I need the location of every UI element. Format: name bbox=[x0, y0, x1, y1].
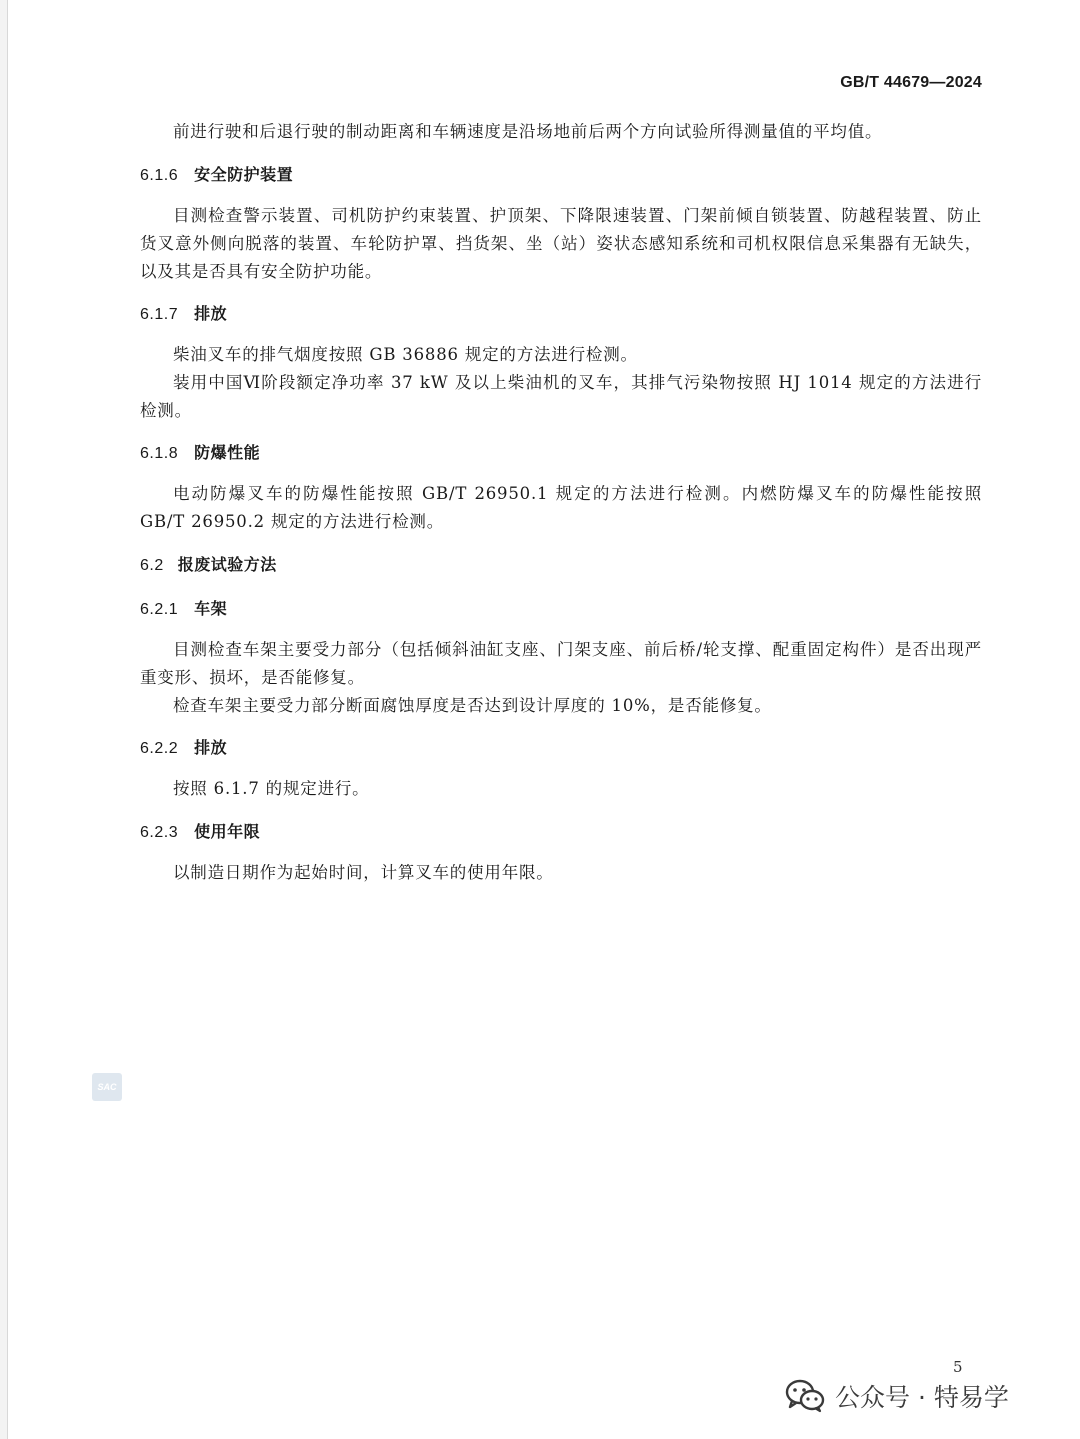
section-number: 6.1.8 bbox=[140, 445, 179, 462]
section-title: 排放 bbox=[194, 740, 228, 757]
section-number: 6.2.2 bbox=[140, 740, 179, 757]
section-heading-6-2 bbox=[140, 552, 277, 575]
section-number: 6.1.6 bbox=[140, 167, 179, 184]
section-title: 报废试验方法 bbox=[177, 557, 277, 574]
section-title: 防爆性能 bbox=[194, 445, 261, 462]
section-heading-6-1-8 bbox=[140, 440, 260, 463]
standard-number: GB/T 44679—2024 bbox=[840, 74, 982, 91]
section-number: 6.1.7 bbox=[140, 306, 179, 323]
section-title: 使用年限 bbox=[194, 824, 261, 841]
section-heading-6-1-6 bbox=[140, 162, 293, 185]
wechat-brand-footer[interactable] bbox=[785, 1376, 1009, 1416]
paragraph-6-1-7-b: 装用中国Ⅵ阶段额定净功率 37 kW 及以上柴油机的叉车，其排气污染物按照 HJ 1014 规定的方法进行检测。 bbox=[140, 373, 982, 420]
paragraph-6-1-7-a: 柴油叉车的排气烟度按照 GB 36886 规定的方法进行检测。 bbox=[173, 345, 638, 364]
intro-paragraph: 前进行驶和后退行驶的制动距离和车辆速度是沿场地前后两个方向试验所得测量值的平均值。 bbox=[173, 122, 883, 141]
section-heading-6-2-1 bbox=[140, 596, 227, 619]
brand-text: 公众号 · 特易学 bbox=[835, 1383, 1009, 1412]
section-title: 车架 bbox=[194, 601, 228, 618]
paragraph-6-1-6: 目测检查警示装置、司机防护约束装置、护顶架、下降限速装置、门架前倾自锁装置、防越程装置、防止货叉意外侧向脱落的装置、车轮防护罩、挡货架、坐（站）姿状态感知系统和司机权限信息采集器有无缺失，以及其是否具有安全防护功能。 bbox=[140, 206, 982, 281]
section-heading-6-2-2 bbox=[140, 735, 227, 758]
wechat-icon bbox=[785, 1379, 825, 1413]
paragraph-6-2-2: 按照 6.1.7 的规定进行。 bbox=[173, 779, 370, 798]
section-title: 排放 bbox=[194, 306, 228, 323]
page-number: 5 bbox=[953, 1358, 963, 1376]
section-title: 安全防护装置 bbox=[194, 167, 294, 184]
section-number: 6.2.3 bbox=[140, 824, 179, 841]
paragraph-6-2-1-a: 目测检查车架主要受力部分（包括倾斜油缸支座、门架支座、前后桥/轮支撑、配重固定构件）是否出现严重变形、损坏，是否能修复。 bbox=[140, 640, 982, 687]
section-number: 6.2.1 bbox=[140, 601, 179, 618]
section-number: 6.2 bbox=[140, 557, 164, 574]
paragraph-6-2-1-b: 检查车架主要受力部分断面腐蚀厚度是否达到设计厚度的 10%，是否能修复。 bbox=[173, 696, 772, 715]
paragraph-6-1-8: 电动防爆叉车的防爆性能按照 GB/T 26950.1 规定的方法进行检测。内燃防爆叉车的防爆性能按照 GB/T 26950.2 规定的方法进行检测。 bbox=[140, 484, 982, 531]
sac-watermark-logo: SAC bbox=[92, 1073, 122, 1101]
section-heading-6-1-7 bbox=[140, 301, 227, 324]
section-heading-6-2-3 bbox=[140, 819, 260, 842]
paragraph-6-2-3: 以制造日期作为起始时间，计算叉车的使用年限。 bbox=[173, 863, 554, 882]
